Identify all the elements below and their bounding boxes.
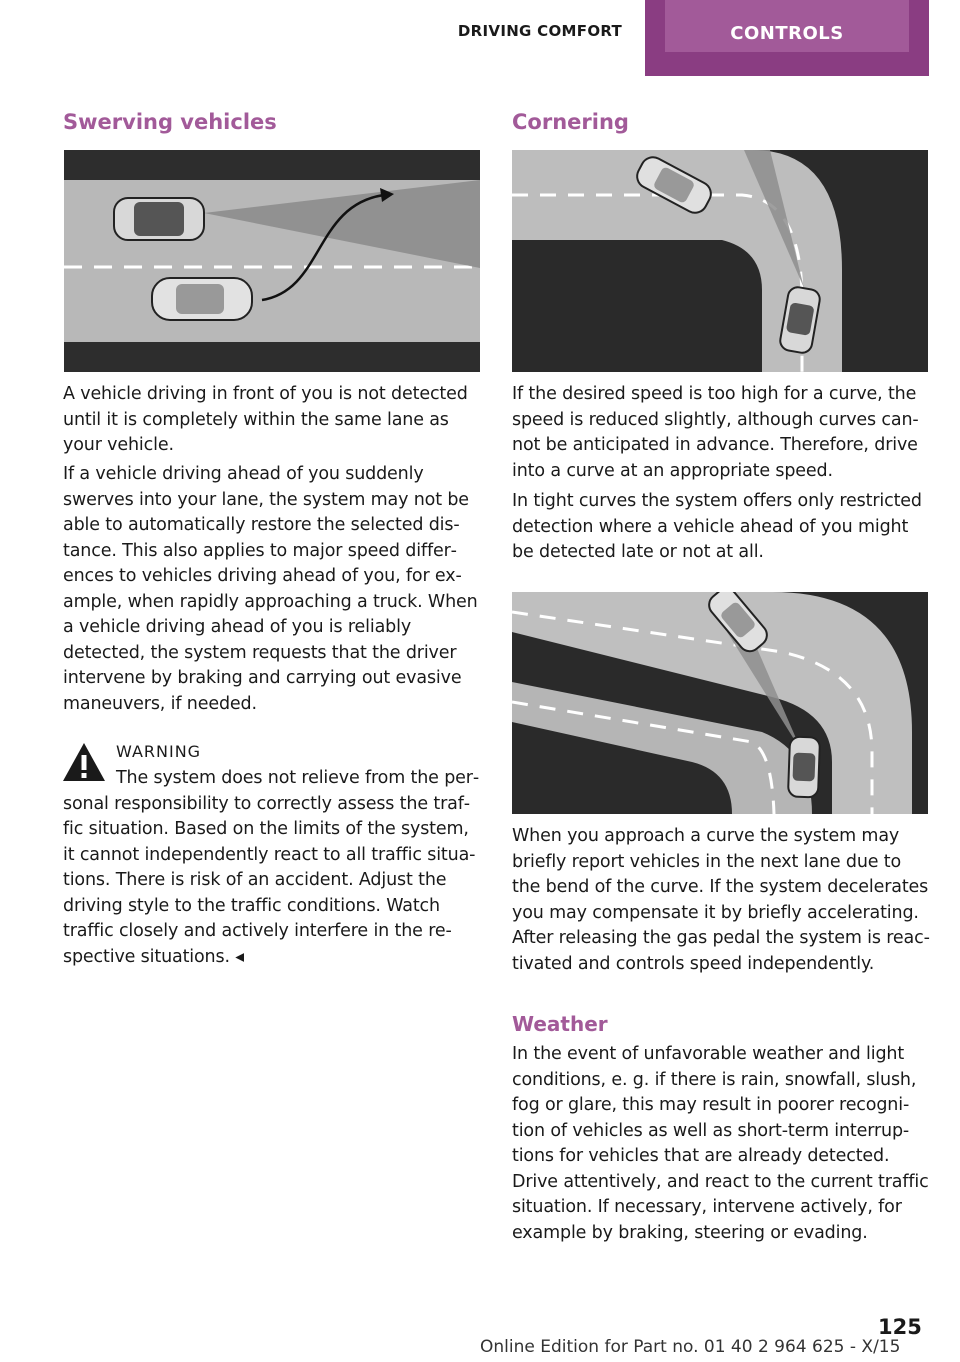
paragraph-curve-speed: If the desired speed is too high for a curve, the speed is reduced slightly, although curves cannot be anticipated in advance. Therefore, drive into a curve at an appropriate speed. xyxy=(512,384,919,481)
paragraph-next-lane: When you approach a curve the system may briefly report vehicles in the next lane due to the bend of the curve. If the system decelerates you may compensate it by briefly accelerating. After releasing the gas pedal the system is reactivated and controls speed independently. xyxy=(512,826,930,974)
heading-swerving-vehicles: Swerving vehicles xyxy=(63,110,277,134)
chapter-tab[interactable] xyxy=(645,0,929,76)
cornering-diagram xyxy=(512,150,928,372)
swerving-vehicles-illustration xyxy=(64,150,480,372)
paragraph-swerving: If a vehicle driving ahead of you suddenly swerves into your lane, the system may not be able to automatically restore the selected distance. This also applies to major speed differences to vehicles driving ahead of you, for example, when rapidly approaching a truck. When a vehicle driving ahead of you is reliably detected, the system requests that the driver intervene by braking and carrying out evasive maneuvers, if needed. xyxy=(63,464,478,714)
cornering-illustration xyxy=(512,150,928,372)
next-lane-illustration xyxy=(512,592,928,814)
heading-cornering: Cornering xyxy=(512,110,629,134)
warning-title: WARNING xyxy=(116,742,202,761)
next-lane-diagram xyxy=(512,592,928,814)
paragraph-detection: A vehicle driving in front of you is not detected until it is completely within the same lane as your vehicle. xyxy=(63,384,468,455)
chapter-tab-label: CONTROLS xyxy=(665,0,909,52)
section-title: DRIVING COMFORT xyxy=(457,22,623,40)
swerving-diagram xyxy=(64,150,480,372)
heading-weather: Weather xyxy=(512,1012,608,1036)
warning-text: The system does not relieve from the personal responsibility to correctly assess the traffic situation. Based on the limits of the system, it cannot independently react to all traffic situations. There is risk of an accident. Adjust the driving style to the traffic conditions. Watch traffic closely and actively interfere in the respective situations. ◂ xyxy=(63,768,480,967)
edition-footer: Online Edition for Part no. 01 40 2 964 625 - X/15 xyxy=(480,1337,901,1357)
paragraph-tight-curves: In tight curves the system offers only restricted detection where a vehicle ahead of you might be detected late or not at all. xyxy=(512,491,922,562)
paragraph-weather: In the event of unfavorable weather and light conditions, e. g. if there is rain, snowfall, slush, fog or glare, this may result in poorer recognition of vehicles as well as short-term interruptions for vehicles that are already detected. Drive attentively, and react to the current traffic situation. If necessary, intervene actively, for example by braking, steering or evading. xyxy=(512,1044,929,1243)
page-number: 125 xyxy=(878,1315,922,1339)
